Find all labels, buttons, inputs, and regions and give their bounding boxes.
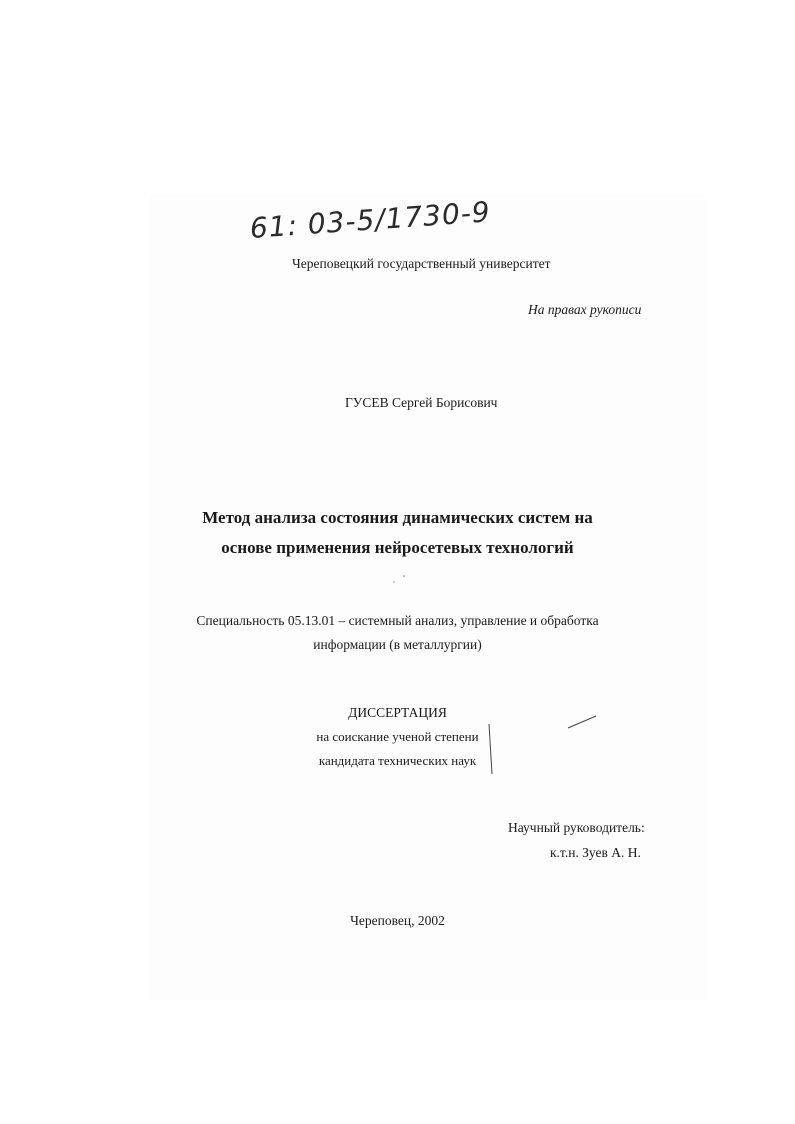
author-name: ГУСЕВ Сергей Борисович xyxy=(345,395,498,410)
speck-mark xyxy=(403,575,405,577)
work-type-heading: ДИССЕРТАЦИЯ xyxy=(348,705,447,720)
degree-line-1: на соискание ученой степени xyxy=(316,729,479,744)
university-name: Череповецкий государственный университет xyxy=(292,256,551,271)
pen-stroke-mark xyxy=(568,716,596,728)
degree-line-2: кандидата технических наук xyxy=(318,753,477,768)
advisor-name: к.т.н. Зуев А. Н. xyxy=(550,845,641,860)
handwritten-archive-code: 61: 03-5/1730-9 xyxy=(248,195,492,245)
thesis-title-line-2: основе применения нейросетевых технологий xyxy=(221,538,574,557)
manuscript-note: На правах рукописи xyxy=(528,302,642,317)
thesis-title-line-1: Метод анализа состояния динамических систем на xyxy=(202,508,593,527)
speck-mark xyxy=(393,581,394,582)
specialty-line-2: информации (в металлургии) xyxy=(313,637,482,652)
advisor-label: Научный руководитель: xyxy=(508,820,645,835)
specialty-line-1: Специальность 05.13.01 – системный анализ, управление и обработка xyxy=(196,613,599,628)
city-and-year: Череповец, 2002 xyxy=(350,913,445,928)
pen-stroke-mark xyxy=(489,724,492,774)
